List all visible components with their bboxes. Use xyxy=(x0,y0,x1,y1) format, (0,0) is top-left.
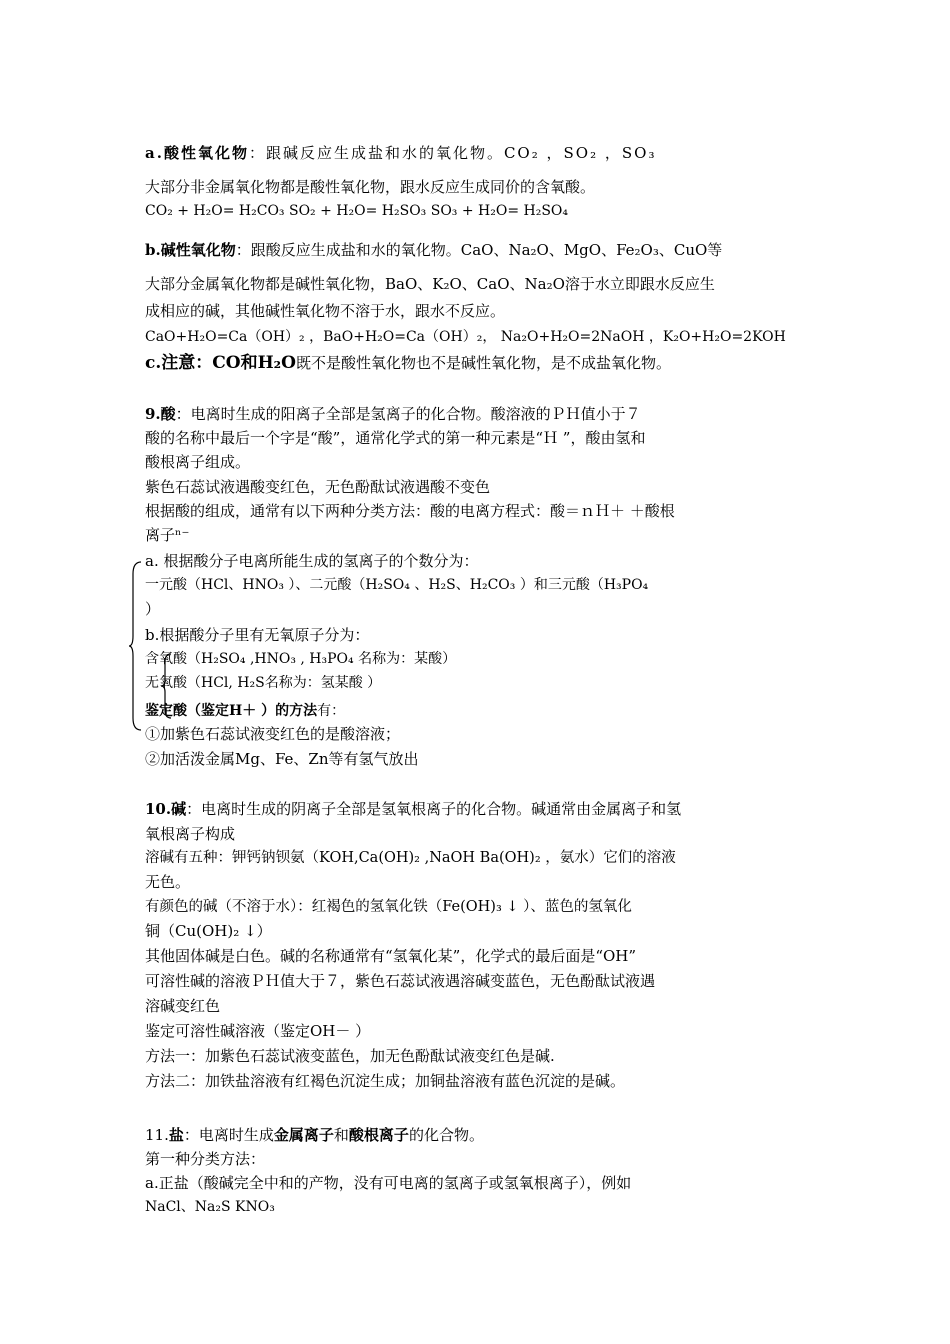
salt-acid-radical: 酸根离子 xyxy=(348,1126,409,1144)
salt-and: 和 xyxy=(333,1126,349,1144)
base-line-2: 氧根离子构成 xyxy=(145,825,236,843)
acid-class-a-1: 一元酸（HCl、HNO₃ ）、二元酸（H₂SO₄ 、H₂S、H₂CO₃ ）和三元酸（H₃PO₄ xyxy=(145,577,649,593)
acid-identification xyxy=(145,700,810,722)
neutral-oxide-note xyxy=(145,352,810,374)
base-line-4: 无色。 xyxy=(145,873,191,891)
acid-oxide-text: ：跟碱反应生成盐和水的氧化物。CO₂ ，SO₂ ，SO₃ xyxy=(248,144,657,162)
acid-line-2: 酸的名称中最后一个字是“酸”，通常化学式的第一种元素是“Ｈ ”，酸由氢和 xyxy=(145,429,646,447)
acid-class-b-1: 含氧酸（H₂SO₄ ,HNO₃ , H₃PO₄ 名称为：某酸） xyxy=(145,651,457,667)
acid-oxide-description: 大部分非金属氧化物都是酸性氧化物，跟水反应生成同价的含氧酸。 xyxy=(145,178,596,196)
acid-section-title xyxy=(145,403,810,425)
acid-class-a: a. 根据酸分子电离所能生成的氢离子的个数分为： xyxy=(145,552,479,570)
base-term: 10.碱 xyxy=(145,800,187,818)
acid-id-term: 鉴定酸（鉴定H＋ ）的方法 xyxy=(145,703,318,719)
acid-line-3: 酸根离子组成。 xyxy=(145,453,251,471)
acid-definition: ：电离时生成的阳离子全部是氢离子的化合物。酸溶液的ＰＨ值小于７ xyxy=(175,405,641,423)
acid-class-b-2: 无氧酸（HCl, H₂S名称为：氢某酸 ） xyxy=(145,675,382,691)
acid-line-5: 根据酸的组成，通常有以下两种分类方法：酸的电离方程式：酸＝ｎＨ＋ ＋酸根 xyxy=(145,502,675,520)
outer-brace-icon xyxy=(128,560,142,732)
acid-term: 9.酸 xyxy=(145,405,176,423)
salt-line-4: NaCl、Na₂S KNO₃ xyxy=(145,1199,275,1215)
acid-id-method-2: ②加活泼金属Mg、Fe、Zn等有氢气放出 xyxy=(145,750,419,768)
basic-oxide-equations: CaO+H₂O=Ca（OH）₂ ，BaO+H₂O=Ca（OH）₂， Na₂O+H₂O=2NaOH ，K₂O+H₂O=2KOH xyxy=(145,329,786,345)
acid-oxide-term: a.酸性氧化物 xyxy=(145,144,249,162)
basic-oxide-description-2: 成相应的碱，其他碱性氧化物不溶于水，跟水不反应。 xyxy=(145,302,506,320)
salt-term: 盐 xyxy=(168,1126,184,1144)
base-line-5: 有颜色的碱（不溶于水）：红褐色的氢氧化铁（Fe(OH)₃ ↓ ）、蓝色的氢氧化 xyxy=(145,899,632,915)
note-text: 既不是酸性氧化物也不是碱性氧化物，是不成盐氧化物。 xyxy=(295,354,671,372)
basic-oxide-text: ：跟酸反应生成盐和水的氧化物。CaO、Na₂O、MgO、Fe₂O₃、CuO等 xyxy=(235,241,723,259)
base-section-title xyxy=(145,798,810,820)
salt-section-title xyxy=(145,1124,810,1146)
acid-id-text: 有： xyxy=(317,703,346,719)
basic-oxide-description-1: 大部分金属氧化物都是碱性氧化物，BaO、K₂O、CaO、Na₂O溶于水立即跟水反应生 xyxy=(145,275,715,293)
note-term: c.注意：CO和H₂O xyxy=(145,353,296,373)
base-line-12: 方法二：加铁盐溶液有红褐色沉淀生成；加铜盐溶液有蓝色沉淀的是碱。 xyxy=(145,1072,626,1090)
acid-oxide-equations: CO₂ + H₂O= H₂CO₃ SO₂ + H₂O= H₂SO₃ SO₃ + H₂O= H₂SO₄ xyxy=(145,203,569,219)
salt-def-2: 的化合物。 xyxy=(408,1126,484,1144)
basic-oxide-definition xyxy=(145,239,810,261)
acid-id-method-1: ①加紫色石蕊试液变红色的是酸溶液； xyxy=(145,725,401,743)
salt-line-3: a.正盐（酸碱完全中和的产物，没有可电离的氢离子或氢氧根离子），例如 xyxy=(145,1174,632,1192)
salt-def-1: ：电离时生成 xyxy=(183,1126,274,1144)
base-definition: ：电离时生成的阴离子全部是氢氧根离子的化合物。碱通常由金属离子和氢 xyxy=(186,800,682,818)
acid-line-4: 紫色石蕊试液遇酸变红色，无色酚酞试液遇酸不变色 xyxy=(145,478,491,496)
base-line-11: 方法一：加紫色石蕊试液变蓝色，加无色酚酞试液变红色是碱. xyxy=(145,1047,555,1065)
base-line-6: 铜（Cu(OH)₂ ↓） xyxy=(145,922,272,940)
base-line-9: 溶碱变红色 xyxy=(145,997,221,1015)
acid-class-a-2: ） xyxy=(145,600,161,618)
base-line-3: 溶碱有五种：钾钙钠钡氨（KOH,Ca(OH)₂ ,NaOH Ba(OH)₂ ，氨水）它们的溶液 xyxy=(145,850,676,866)
salt-line-2: 第一种分类方法： xyxy=(145,1150,266,1168)
base-line-8: 可溶性碱的溶液ＰＨ值大于７，紫色石蕊试液遇溶碱变蓝色，无色酚酞试液遇 xyxy=(145,972,656,990)
basic-oxide-term: b.碱性氧化物 xyxy=(145,241,236,259)
acid-line-6: 离子ⁿ⁻ xyxy=(145,526,190,544)
salt-number: 11. xyxy=(145,1126,169,1144)
acid-oxide-definition xyxy=(145,142,810,164)
salt-metal-ion: 金属离子 xyxy=(273,1126,334,1144)
acid-class-b: b.根据酸分子里有无氧原子分为： xyxy=(145,626,370,644)
base-line-7: 其他固体碱是白色。碱的名称通常有“氢氧化某”，化学式的最后面是“OH” xyxy=(145,947,637,965)
base-line-10: 鉴定可溶性碱溶液（鉴定OH－ ） xyxy=(145,1022,371,1040)
